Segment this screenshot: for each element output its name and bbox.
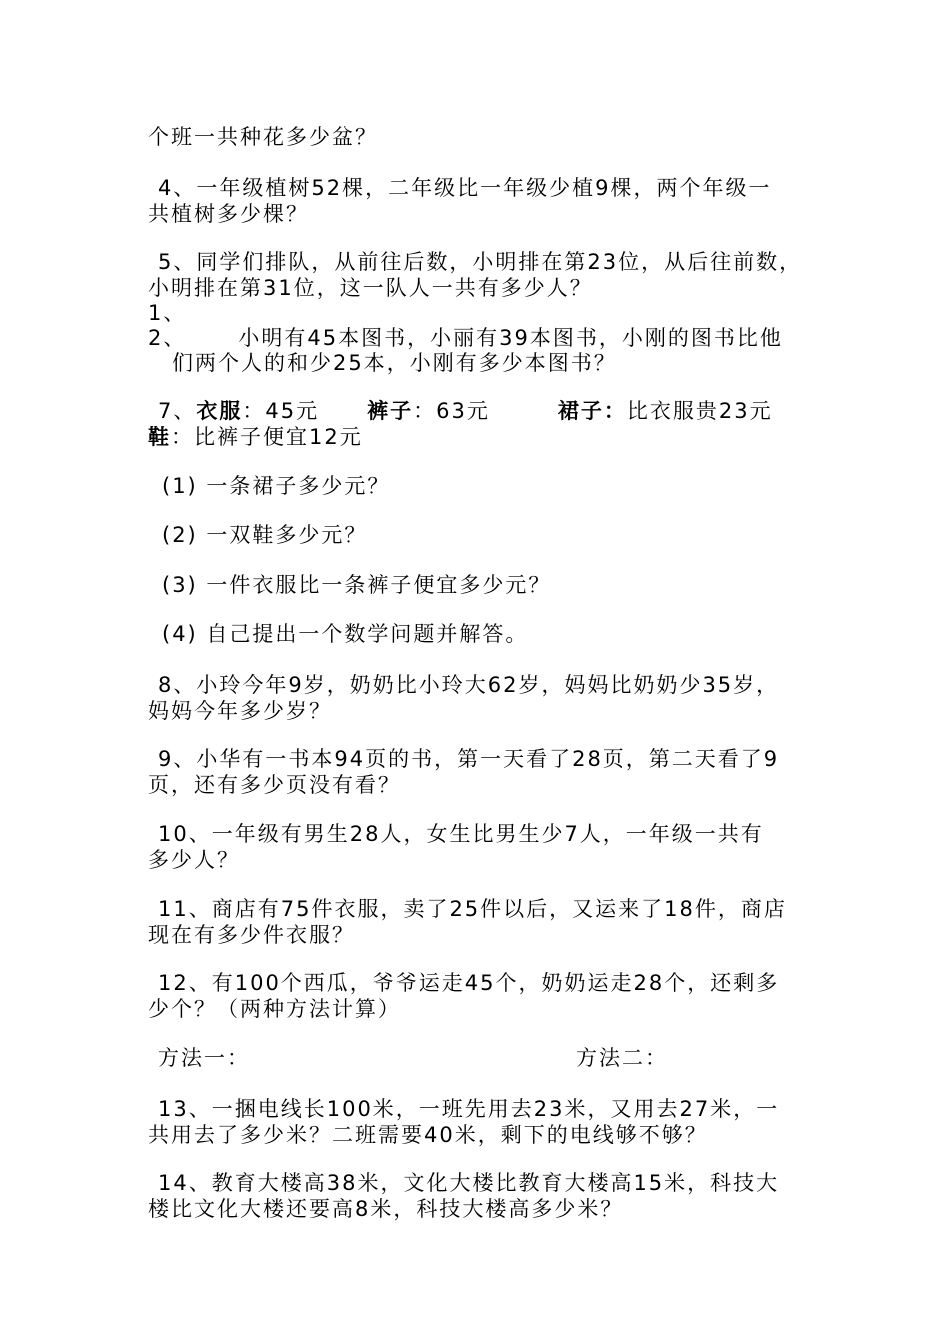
question-6-line-2: 们两个人的和少25本，小刚有多少本图书？ — [172, 351, 617, 375]
question-8-line-2: 妈妈今年多少岁？ — [148, 699, 332, 723]
question-13-line-1: 13、一捆电线长100米，一班先用去23米，又用去27米，一 — [158, 1097, 780, 1121]
question-7-number: 7、 — [158, 399, 197, 423]
question-8-line-1: 8、小玲今年9岁，奶奶比小玲大62岁，妈妈比奶奶少35岁， — [158, 673, 780, 697]
pants-label: 裤子 — [367, 399, 414, 423]
question-5-line-2: 小明排在第31位，这一队人一共有多少人？ — [148, 276, 593, 300]
question-10-line-2: 多少人？ — [148, 848, 240, 872]
question-9-line-2: 页，还有多少页没有看？ — [148, 773, 401, 797]
question-5-line-1: 5、同学们排队，从前往后数，小明排在第23位，从后往前数， — [158, 250, 803, 274]
shoes-price: ：比裤子便宜12元 — [171, 425, 363, 449]
question-10-line-1: 10、一年级有男生28人，女生比男生少7人，一年级一共有 — [158, 822, 764, 846]
clothes-label: 衣服 — [196, 399, 243, 423]
question-7-sub-2: (2) 一双鞋多少元？ — [162, 523, 368, 547]
question-7-sub-1: (1) 一条裙子多少元？ — [162, 474, 391, 498]
question-4-line-2: 共植树多少棵？ — [148, 202, 309, 226]
question-11-line-1: 11、商店有75件衣服，卖了25件以后，又运来了18件，商店 — [158, 897, 787, 921]
skirt-price: 比衣服贵23元 — [626, 399, 773, 423]
question-11-line-2: 现在有多少件衣服？ — [148, 923, 355, 947]
question-12-line-1: 12、有100个西瓜，爷爷运走45个，奶奶运走28个，还剩多 — [158, 971, 780, 995]
question-9-line-1: 9、小华有一书本94页的书，第一天看了28页，第二天看了9 — [158, 747, 780, 771]
question-7-sub-3: (3) 一件衣服比一条裤子便宜多少元？ — [162, 573, 552, 597]
method-two-label: 方法二： — [576, 1046, 668, 1070]
question-7-line-1 — [158, 398, 773, 424]
question-12-line-2: 少个？（两种方法计算） — [148, 997, 401, 1021]
skirt-label: 裙子： — [557, 399, 627, 423]
shoes-label: 鞋 — [148, 425, 171, 449]
clothes-price: ：45元 — [242, 399, 320, 423]
question-7-sub-4: (4) 自己提出一个数学问题并解答。 — [162, 622, 529, 646]
question-3-continuation: 个班一共种花多少盆？ — [148, 125, 378, 149]
question-4-line-1: 4、一年级植树52棵，二年级比一年级少植9棵，两个年级一 — [158, 176, 772, 200]
question-6-line-1: 2、 小明有45本图书，小丽有39本图书，小刚的图书比他 — [148, 326, 783, 350]
question-7-line-2 — [148, 424, 363, 450]
method-one-label: 方法一： — [158, 1046, 250, 1070]
question-14-line-1: 14、教育大楼高38米，文化大楼比教育大楼高15米，科技大 — [158, 1171, 780, 1195]
question-13-line-2: 共用去了多少米？二班需要40米，剩下的电线够不够？ — [148, 1123, 708, 1147]
question-14-line-2: 楼比文化大楼还要高8米，科技大楼高多少米？ — [148, 1197, 624, 1221]
list-number-1: 1、 — [148, 301, 187, 325]
pants-price: ：63元 — [413, 399, 490, 423]
